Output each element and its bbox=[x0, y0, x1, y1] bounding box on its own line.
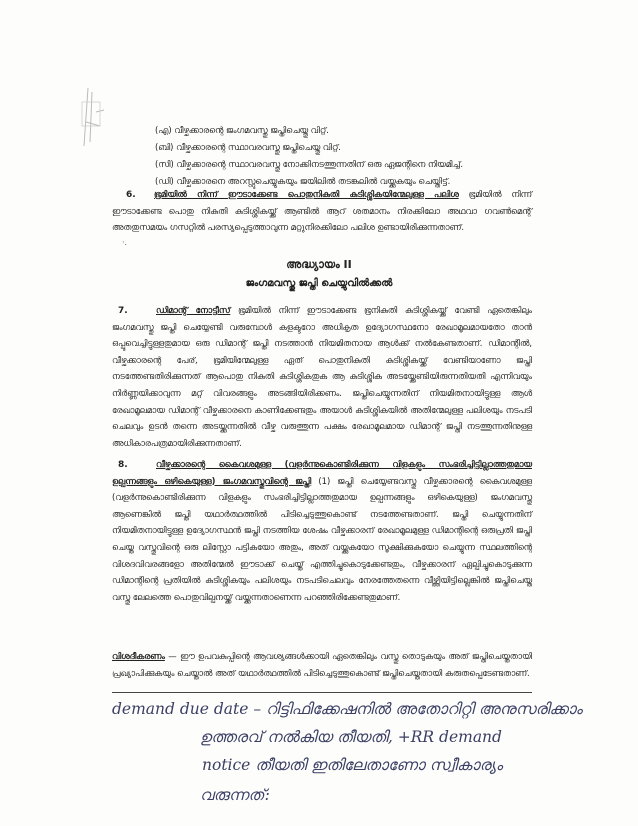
stray-mark: ·. bbox=[122, 238, 128, 247]
section-6-number: 6. bbox=[126, 190, 136, 200]
handwritten-line-1: demand due date – റിട്ടിഫിക്കേഷനിൽ അതോറിറ്റി അനുസരിക്കാം bbox=[112, 700, 583, 718]
explanation-label: വിശദീകരണം bbox=[112, 651, 165, 661]
chapter-subtitle: ജംഗമവസ്തു ജപ്തി ചെയ്യുവിൽക്കൽ bbox=[245, 278, 393, 289]
chapter-title: അദ്ധ്യായം II bbox=[286, 258, 352, 271]
section-6-paragraph bbox=[112, 186, 532, 236]
handwritten-line-2: ഉത്തരവ് നൽകിയ തീയതി, +RR demand bbox=[200, 728, 502, 746]
list-item-d: (ഡി) വീഴ്ചക്കാരനെ അറസ്റ്റുചെയ്യുകയും ജയിലിൽ തടങ്കലിൽ വയ്ക്കുകയും ചെയ്തിട്ട്. bbox=[155, 176, 451, 186]
section-7-paragraph bbox=[112, 302, 532, 451]
section-8-paragraph bbox=[112, 456, 532, 605]
section-7-number: 7. bbox=[118, 306, 128, 316]
section-8-heading: വീഴ്ചക്കാരന്റെ കൈവശമുള്ള (വളർന്നുകൊണ്ടിരിക്കുന്ന വിളകളും സംഭരിച്ചിട്ടില്ലാത്തതുമായ ഉല്പന്നങ്ങളും ഒഴികെയുള്ള) ജംഗമവസ്തുവിന്റെ ജപ്തി bbox=[112, 459, 532, 486]
section-8-number: 8. bbox=[118, 460, 128, 470]
handwritten-line-3: notice തീയതി ഇതിലേതാണോ സ്വീകാര്യം bbox=[202, 756, 503, 774]
explanation-body: — ഈ ഉപവകുപ്പിന്റെ ആവശ്യങ്ങൾക്കായി ഏതെങ്കിലും വസ്തു തൊടുകയും അത് ജപ്തിചെയ്തതായി പ്രഖ്യാപിക്കുകയും ചെയ്താൽ അത് യഥാർത്ഥത്തിൽ പിടിച്ചെടുത്തുകൊണ്ട് ജപ്തിചെയ്തതായി കരുതപ്പെടേണ്ടതാണ്. bbox=[112, 651, 532, 678]
list-item-a: (എ) വീഴ്ചക്കാരന്റെ ജംഗമവസ്തു ജപ്തിചെയ്തു വിറ്റ്. bbox=[155, 125, 329, 135]
section-8-explanation bbox=[112, 648, 532, 681]
handwritten-rule-line bbox=[112, 692, 532, 693]
section-7-heading: ഡിമാന്റ് നോട്ടീസ് bbox=[156, 305, 231, 315]
staple-mark-icon bbox=[78, 82, 108, 152]
list-item-c: (സി) വീഴ്ചക്കാരന്റെ സ്ഥാവരവസ്തു നോക്കിനടത്തുന്നതിന് ഒരു ഏജന്റിനെ നിയമിച്ച്. bbox=[155, 159, 464, 169]
handwritten-line-4: വരുന്നത്: bbox=[200, 786, 270, 804]
section-6-heading: ഭൂമിയിൽ നിന്ന് ഈടാക്കേണ്ട പൊതുനികുതി കുടിശ്ശികയിന്മേലുള്ള പലിശ bbox=[154, 189, 459, 199]
section-8-body: (1) ജപ്തി ചെയ്യേണ്ടവസ്തു വീഴ്ചക്കാരന്റെ കൈവശമുള്ള (വളർന്നുകൊണ്ടിരിക്കുന്ന വിളകളും സംഭരിച്ചിട്ടില്ലാത്തതുമായ ഉല്പന്നങ്ങളും ഒഴികെയുള്ള) ജംഗമവസ്തു ആണെങ്കിൽ ജപ്തി യഥാർത്ഥത്തിൽ പിടിച്ചെടുത്തുകൊണ്ട് നടത്തേണ്ടതാണ്. ജപ്തി ചെയ്യുന്നതിന് നിയമിതനായിട്ടുള്ള ഉദ്യോഗസ്ഥൻ ജപ്തി നടത്തിയ ശേഷം വീഴ്ചക്കാരന് രേഖാമൂലമുള്ള ഡിമാന്റിന്റെ ഒരുപ്രതി ജപ്തി ചെയ്ത വസ്തുവിന്റെ ഒരു ലിസ്റ്റോ പട്ടികയോ അതും, അത് വയ്ക്കുകയോ സൂക്ഷിക്കുകയോ ചെയ്യുന്ന സ്ഥലത്തിന്റെ വിശദവിവരങ്ങളോ അതിന്മേൽ ഈടാക്ക് ചെയ്ത് എത്തിച്ചുകൊടുക്കേണ്ടതും, വീഴ്ചക്കാരന് ഏല്പിച്ചുകൊടുക്കുന്ന ഡിമാന്റിന്റെ പ്രതിയിൽ കുടിശ്ശികയും പലിശയും നടപടിചെലവും നേരത്തേതന്നെ വീഴ്ത്തിയിട്ടില്ലെങ്കിൽ ജപ്തിചെയ്ത വസ്തു ലേലത്തെ പൊതുവില്പനയ്ക്ക് വയ്ക്കുന്നതാണെന്ന പറഞ്ഞിരിക്കേണ്ടതുമാണ്. bbox=[112, 475, 532, 602]
section-6-body: ഭൂമിയിൽ നിന്ന് ഈടാക്കേണ്ട പൊതു നികുതി കുടിശ്ശികയ്ക്ക് ആണ്ടിൽ ആറ് ശതമാനം നിരക്കിലോ അഥവാ ഗവൺമെന്റ് അതതുസമയം ഗസറ്റിൽ പരസ്യപ്പെടുത്താവുന്ന മറ്റുനിരക്കിലോ പലിശ ഉണ്ടായിരിക്കുന്നതാണ്. bbox=[112, 189, 532, 233]
list-item-b: (ബി) വീഴ്ചക്കാരന്റെ സ്ഥാവരവസ്തു ജപ്തിചെയ്തു വിറ്റ്. bbox=[155, 142, 341, 152]
section-7-body: ഭൂമിയിൽ നിന്ന് ഈടാക്കേണ്ട ഭൂനികുതി കുടിശ്ശികയ്ക്ക് വേണ്ടി ഏതെങ്കിലും ജംഗമവസ്തു ജപ്തി ചെയ്യേണ്ടി വരുമ്പോൾ കളക്ടറോ അധികൃത ഉദ്യോഗസ്ഥനോ രേഖാമൂലമായതോ താൻ ഒപ്പുവെച്ചിട്ടുള്ളതുമായ ഒരു ഡിമാന്റ് ജപ്തി നടത്താൻ നിയമിതനായ ആൾക്ക് നൽകേണ്ടതാണ്. ഡിമാന്റിൽ, വീഴ്ചക്കാരന്റെ പേര്, ഭൂമിയിന്മേലുള്ള ഏത് പൊതുനികുതി കുടിശ്ശികയ്ക്ക് വേണ്ടിയാണോ ജപ്തി നടത്തേണ്ടതിരിക്കുന്നത് ആപൊതു നികുതി കുടിശ്ശികതുക ആ കുടിശ്ശിക അടയ്ക്കേണ്ടിയിരുന്നതിയതി എന്നിവയും നിർണ്ണയിക്കാവുന്ന മറ്റ് വിവരങ്ങളും അടങ്ങിയിരിക്കണം. ജപ്തിചെയ്യുന്നതിന് നിയമിതനായിട്ടുള്ള ആൾ രേഖാമൂലമായ ഡിമാന്റ് വീഴ്ചക്കാരനെ കാണിക്കേണ്ടതും അയാൾ കുടിശ്ശികയിൽ അതിന്മേലുള്ള പലിശയും നടപടി ചെലവും ഉടൻ തന്നെ അടയ്ക്കുന്നതിൽ വീഴ്ച വരുത്തുന്ന പക്ഷം രേഖാമൂലമായ ഡിമാന്റ് ജപ്തി നടത്തുന്നതിനുള്ള അധികാരപത്രമായിരിക്കുന്നതാണ്. bbox=[112, 305, 532, 448]
